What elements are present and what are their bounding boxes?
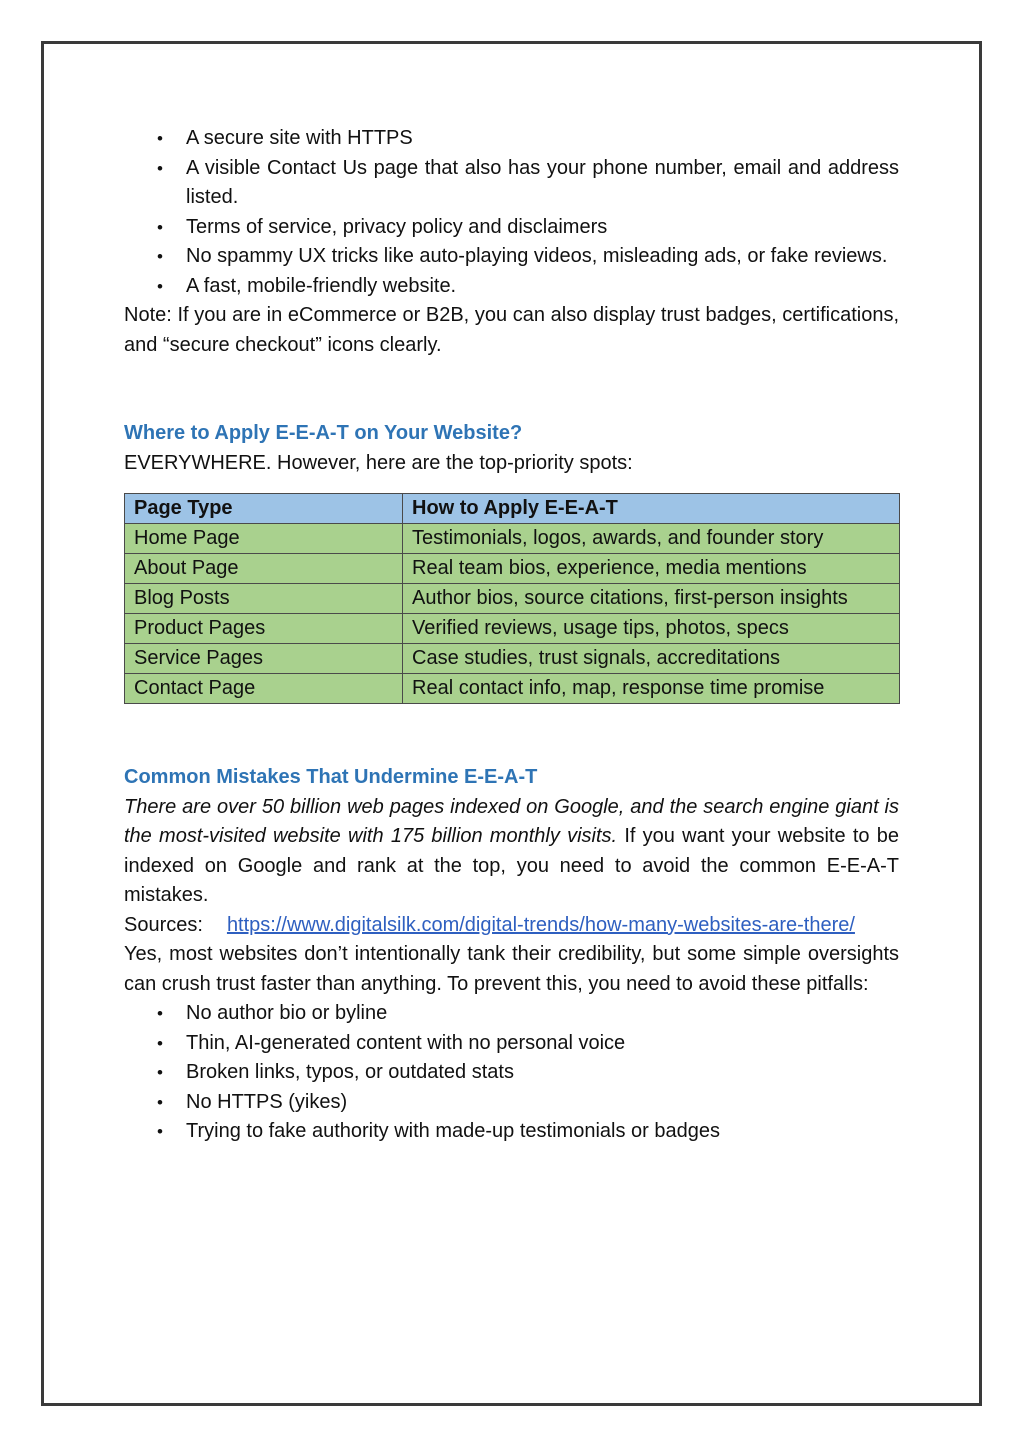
list-item: • No author bio or byline — [124, 999, 899, 1029]
table-cell-page-type: Product Pages — [125, 614, 403, 644]
table-cell-page-type: Service Pages — [125, 644, 403, 674]
intro-bullet-list — [124, 124, 899, 301]
section-heading-where: Where to Apply E-E-A-T on Your Website? — [124, 422, 523, 444]
list-item: • Broken links, typos, or outdated stats — [124, 1058, 899, 1088]
pitfalls-bullet-list — [124, 999, 899, 1147]
document-body — [124, 124, 899, 1147]
table-cell-how-to-apply: Author bios, source citations, first-person insights — [403, 584, 900, 614]
table-cell-page-type: Contact Page — [125, 674, 403, 704]
table-row — [125, 674, 900, 704]
section-heading-mistakes: Common Mistakes That Undermine E-E-A-T — [124, 766, 538, 788]
spacer — [124, 360, 899, 419]
table-cell-page-type: Home Page — [125, 524, 403, 554]
column-header-page-type: Page Type — [125, 494, 403, 524]
mistakes-intro-text: If you want your website to be indexed on Google and rank at the top, you need to avoid the common E-E-A-T mistakes. — [124, 825, 899, 906]
where-intro: EVERYWHERE. However, here are the top-priority spots: — [124, 451, 633, 474]
table-cell-page-type: Blog Posts — [125, 584, 403, 614]
eeat-table — [124, 493, 900, 704]
table-cell-how-to-apply: Real team bios, experience, media mentions — [403, 554, 900, 584]
table-row — [125, 554, 900, 584]
column-header-how-to-apply: How to Apply E-E-A-T — [403, 494, 900, 524]
sources-line — [124, 911, 899, 941]
sources-link[interactable]: https://www.digitalsilk.com/digital-trends/how-many-websites-are-there/ — [226, 913, 855, 936]
table-header-row — [125, 494, 900, 524]
mistakes-intro-paragraph — [124, 793, 899, 911]
table-cell-page-type: About Page — [125, 554, 403, 584]
spacer — [124, 704, 899, 763]
list-item: • No HTTPS (yikes) — [124, 1088, 899, 1118]
list-item: • A visible Contact Us page that also has your phone number, email and address listed. — [124, 154, 899, 213]
table-row — [125, 524, 900, 554]
table-row — [125, 584, 900, 614]
table-cell-how-to-apply: Real contact info, map, response time promise — [403, 674, 900, 704]
table-cell-how-to-apply: Case studies, trust signals, accreditations — [403, 644, 900, 674]
pitfalls-paragraph: Yes, most websites don’t intentionally tank their credibility, but some simple oversights can crush trust faster than anything. To prevent this, you need to avoid these pitfalls: — [124, 943, 899, 995]
list-item: • A secure site with HTTPS — [124, 124, 899, 154]
italic-statistic: There are over 50 billion web pages indexed on Google, and the search engine giant is the most-visited website with 175 billion monthly visits. — [124, 795, 899, 847]
list-item: • Terms of service, privacy policy and disclaimers — [124, 213, 899, 243]
table-row — [125, 614, 900, 644]
sources-label: Sources: — [124, 913, 203, 936]
table-cell-how-to-apply: Testimonials, logos, awards, and founder story — [403, 524, 900, 554]
spacer — [124, 478, 899, 493]
list-item: • A fast, mobile-friendly website. — [124, 272, 899, 302]
note-paragraph: Note: If you are in eCommerce or B2B, you can also display trust badges, certifications, and “secure checkout” icons clearly. — [124, 304, 899, 356]
list-item: • No spammy UX tricks like auto-playing videos, misleading ads, or fake reviews. — [124, 242, 899, 272]
list-item: • Trying to fake authority with made-up testimonials or badges — [124, 1117, 899, 1147]
list-item: • Thin, AI-generated content with no personal voice — [124, 1029, 899, 1059]
table-cell-how-to-apply: Verified reviews, usage tips, photos, specs — [403, 614, 900, 644]
table-row — [125, 644, 900, 674]
